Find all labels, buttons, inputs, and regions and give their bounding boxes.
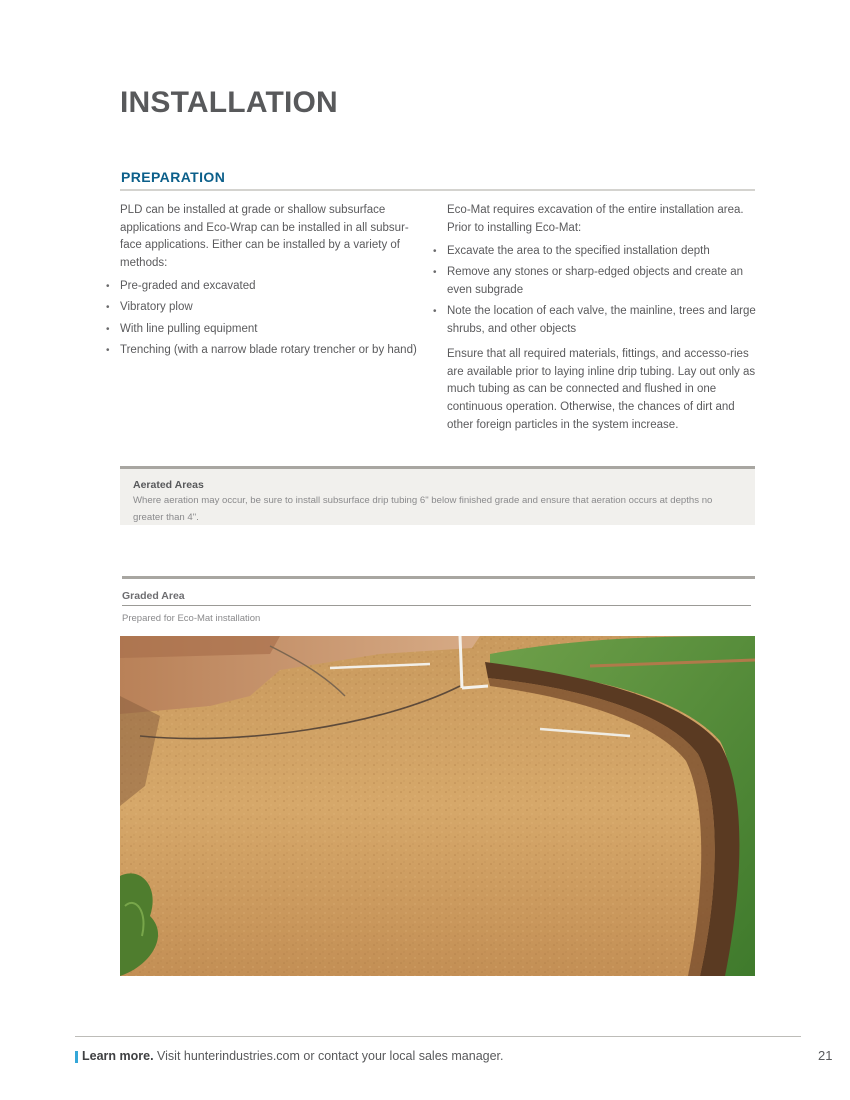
section-heading-preparation: PREPARATION [121, 169, 226, 185]
list-item: • Remove any stones or sharp-edged objects and create an even subgrade [447, 264, 757, 299]
figure-top-rule [122, 576, 755, 579]
right-intro: Eco-Mat requires excavation of the entire installation area. Prior to installing Eco-Mat: [447, 204, 744, 234]
list-item: • Vibratory plow [120, 299, 420, 317]
figure-title: Graded Area [122, 590, 185, 602]
note-text: Where aeration may occur, be sure to install subsurface drip tubing 6" below finished grade and ensure that aeration occurs at depths no greater than 4". [133, 495, 713, 523]
figure-title-rule [122, 605, 751, 606]
graded-area-photo [120, 636, 755, 976]
methods-list [120, 278, 420, 359]
footer-lead: Learn more. [82, 1049, 154, 1063]
footer-message: Visit hunterindustries.com or contact your local sales manager. [153, 1049, 504, 1063]
list-item: • Excavate the area to the specified installation depth [447, 243, 757, 261]
section-divider [120, 189, 755, 191]
right-closing: Ensure that all required materials, fittings, and accesso-ries are available prior to laying inline drip tubing. Lay out only as much tubing as can be connected and flushed in one continuous operation. Otherwise, the chances of dirt and other foreign particles in the system increase. [447, 348, 756, 431]
list-item: • Pre-graded and excavated [120, 278, 420, 296]
page-number: 21 [818, 1048, 833, 1063]
left-intro: PLD can be installed at grade or shallow subsurface applications and Eco-Wrap can be installed in all subsur-face applications. Either can be installed by a variety of methods: [120, 204, 409, 269]
note-title: Aerated Areas [133, 479, 204, 491]
list-item: • Note the location of each valve, the mainline, trees and large shrubs, and other objects [447, 303, 757, 338]
right-column [447, 202, 757, 440]
figure-caption: Prepared for Eco-Mat installation [122, 613, 261, 624]
page-title: INSTALLATION [120, 86, 338, 119]
left-column [120, 202, 420, 367]
steps-list [447, 243, 757, 338]
aerated-areas-note [120, 466, 755, 525]
list-item: • Trenching (with a narrow blade rotary trencher or by hand) [120, 342, 420, 360]
footer-text [82, 1049, 504, 1063]
footer-accent-mark [75, 1051, 78, 1063]
footer-divider [75, 1036, 801, 1037]
list-item: • With line pulling equipment [120, 321, 420, 339]
